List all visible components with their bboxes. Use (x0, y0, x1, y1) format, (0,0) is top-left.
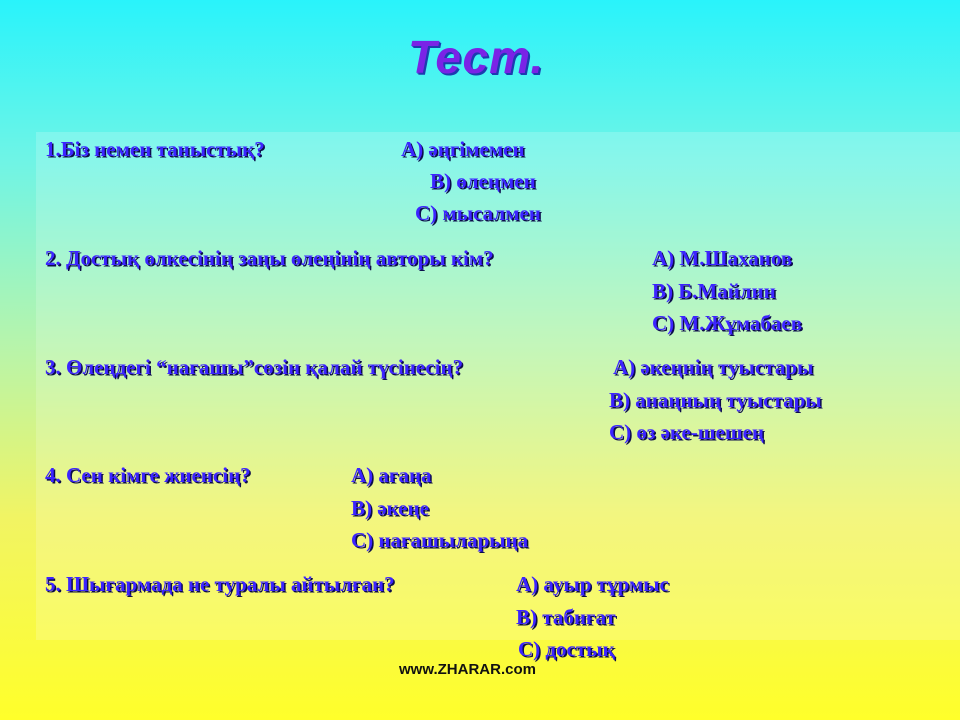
website-footer: www.ZHARAR.com (399, 661, 536, 678)
question-3: 3. Өлеңдегі “нағашы”сөзін қалай түсінесің? (45, 355, 464, 379)
question-1-answer-a: А) әңгімемен (401, 137, 525, 161)
question-5-answer-c: С) достық (518, 637, 615, 661)
question-4-answer-c: С) нағашыларыңа (351, 528, 529, 552)
slide-title: Тест. (408, 31, 545, 83)
question-3-answer-c: С) өз әке-шешең (609, 420, 765, 444)
question-2: 2. Достық өлкесінің заңы өлеңінің авторы кім? (45, 246, 494, 270)
question-5: 5. Шығармада не туралы айтылған? (45, 572, 395, 596)
question-2-answer-a: А) М.Шаханов (652, 246, 793, 270)
question-1-answer-b: В) өлеңмен (430, 169, 536, 193)
question-5-answer-b: В) табиғат (516, 605, 616, 629)
question-5-answer-a: А) ауыр тұрмыс (516, 572, 669, 596)
question-4-answer-b: В) әкеңе (351, 496, 429, 520)
question-4: 4. Сен кімге жиенсің? (45, 463, 251, 487)
question-4-answer-a: А) ағаңа (351, 463, 432, 487)
question-2-answer-b: В) Б.Майлин (652, 279, 776, 303)
question-1: 1.Біз немен таныстық? (45, 137, 265, 161)
question-3-answer-b: В) анаңның туыстары (609, 388, 822, 412)
question-3-answer-a: А) әкеңнің туыстары (613, 355, 814, 379)
question-2-answer-c: С) М.Жұмабаев (652, 311, 803, 335)
question-1-answer-c: С) мысалмен (415, 201, 541, 225)
